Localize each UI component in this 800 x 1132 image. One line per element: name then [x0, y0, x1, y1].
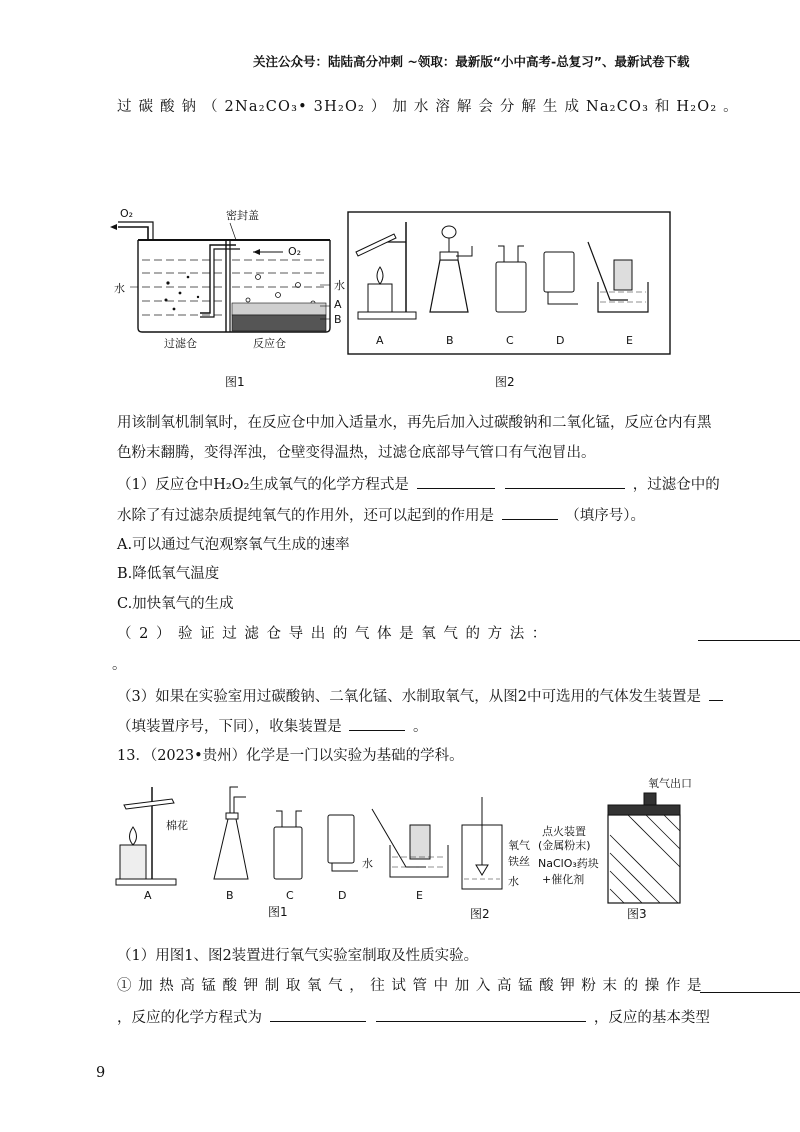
filter-reaction-diagram: [108, 205, 338, 355]
naclo3-label: NaClO₃药块: [538, 857, 599, 870]
promo-header: 关注公众号：陆陆高分冲刺 ~领取：最新版“小中高考-总复习”、最新试卷下载: [253, 54, 690, 69]
fig2-label-b: B: [446, 334, 454, 347]
question-3-cont: [117, 716, 427, 737]
part2-q1-blank[interactable]: [700, 978, 800, 993]
filter-chamber-label: 过滤仓: [164, 337, 197, 350]
part2-q1-text: ① 加 热 高 锰 酸 钾 制 取 氧 气 ， 往 试 管 中 加 入 高 锰 酸 钾 粉 末 的 操 作 是: [117, 978, 703, 994]
o2-inlet-label: O₂: [288, 245, 302, 258]
catalyst-label: +催化剂: [542, 873, 585, 886]
question-1-cont: [117, 505, 645, 526]
q2-blank[interactable]: [698, 626, 800, 641]
ignition-label: 点火装置: [542, 825, 586, 838]
q3-blank-2[interactable]: [349, 716, 405, 731]
fig13-label-a: A: [144, 889, 152, 902]
water-left-label: 水: [114, 282, 125, 295]
seal-lid-label: 密封盖: [226, 209, 259, 222]
fig13-label-d: D: [338, 889, 347, 902]
para-2: 色粉末翻腾，变得浑浊，仓壁变得温热，过滤仓底部导气管口有气泡冒出。: [117, 445, 596, 461]
question-3: [117, 686, 726, 707]
fig2-label-e: E: [626, 334, 633, 347]
question-1: [117, 474, 720, 495]
intro-line: 过 碳 酸 钠 （ 2Na₂CO₃• 3H₂O₂ ） 加 水 溶 解 会 分 解 生 成 Na₂CO₃ 和 H₂O₂ 。: [117, 99, 739, 115]
q1-text-2: ，过滤仓中的: [632, 477, 720, 493]
oxygen-outlet-label: 氧气出口: [648, 777, 692, 790]
part2-q1: [117, 976, 702, 996]
water-right-label: 水: [334, 279, 345, 292]
layer-b-label: B: [334, 313, 342, 326]
option-a: A.可以通过气泡观察氧气生成的速率: [117, 537, 350, 553]
fig2-label-c: C: [506, 334, 514, 347]
reaction-chamber-label: 反应仓: [253, 337, 286, 350]
figure-2-caption: 图2: [495, 375, 515, 389]
part2-intro: （1）用图1、图2装置进行氧气实验室制取及性质实验。: [117, 948, 479, 964]
jar-water-label: 水: [508, 875, 519, 888]
fig13-label-c: C: [286, 889, 294, 902]
q1-text: （1）反应仓中H₂O₂生成氧气的化学方程式是: [117, 477, 409, 493]
apparatus-diagram: [348, 212, 670, 354]
part2-q1-cont: [117, 1007, 710, 1028]
fig13-caption-2: 图2: [470, 907, 490, 921]
o2-outlet-label: O₂: [120, 207, 134, 220]
q3-text-3: 。: [412, 719, 428, 735]
q3-blank-1[interactable]: [709, 686, 723, 701]
part2-q1-text-2: ，反应的化学方程式为: [117, 1010, 262, 1026]
q1-blank-3[interactable]: [502, 505, 558, 520]
fig13-caption-1: 图1: [268, 905, 288, 919]
fig13-label-b: B: [226, 889, 234, 902]
q1-text-4: （填序号）。: [565, 508, 645, 524]
metal-powder-label: (金属粉末): [538, 839, 591, 852]
q3-text-2: （填装置序号，下同），收集装置是: [117, 719, 342, 735]
part2-q1-text-3: ，反应的基本类型: [593, 1010, 710, 1026]
fig2-label-a: A: [376, 334, 384, 347]
figure-1-caption: 图1: [225, 375, 245, 389]
figure-2: [348, 212, 670, 354]
page-number: 9: [96, 1065, 106, 1081]
figure-13: [110, 775, 710, 920]
q1-blank-2[interactable]: [505, 474, 625, 489]
q1-blank-1[interactable]: [417, 474, 495, 489]
layer-a-label: A: [334, 298, 342, 311]
q1-text-3: 水除了有过滤杂质提纯氧气的作用外，还可以起到的作用是: [117, 508, 494, 524]
cotton-label: 棉花: [166, 819, 188, 832]
para-1: 用该制氧机制氧时，在反应仓中加入适量水，再先后加入过碳酸钠和二氧化锰，反应仓内有黑: [117, 415, 712, 431]
fig2-label-d: D: [556, 334, 565, 347]
iron-wire-label: 铁丝: [508, 855, 530, 868]
option-b: B.降低氧气温度: [117, 566, 220, 582]
q3-text: （3）如果在实验室用过碳酸钠、二氧化锰、水制取氧气，从图2中可选用的气体发生装置是: [117, 689, 701, 705]
figure-1: [108, 205, 345, 355]
oxygen-label: 氧气: [508, 839, 530, 852]
part2-q1-blank-3[interactable]: [376, 1007, 586, 1022]
fig13-water-label: 水: [362, 857, 373, 870]
fig13-caption-3: 图3: [627, 907, 647, 921]
q2-end: 。: [112, 657, 127, 673]
option-c: C.加快氧气的生成: [117, 596, 234, 612]
part2-q1-blank-2[interactable]: [270, 1007, 366, 1022]
question-2: [117, 624, 548, 644]
q2-text: （ 2 ） 验 证 过 滤 仓 导 出 的 气 体 是 氧 气 的 方 法 ：: [117, 626, 548, 642]
question-13: 13．（2023•贵州）化学是一门以实验为基础的学科。: [117, 748, 464, 764]
oxygen-lab-diagram: [110, 775, 710, 920]
fig13-label-e: E: [416, 889, 423, 902]
